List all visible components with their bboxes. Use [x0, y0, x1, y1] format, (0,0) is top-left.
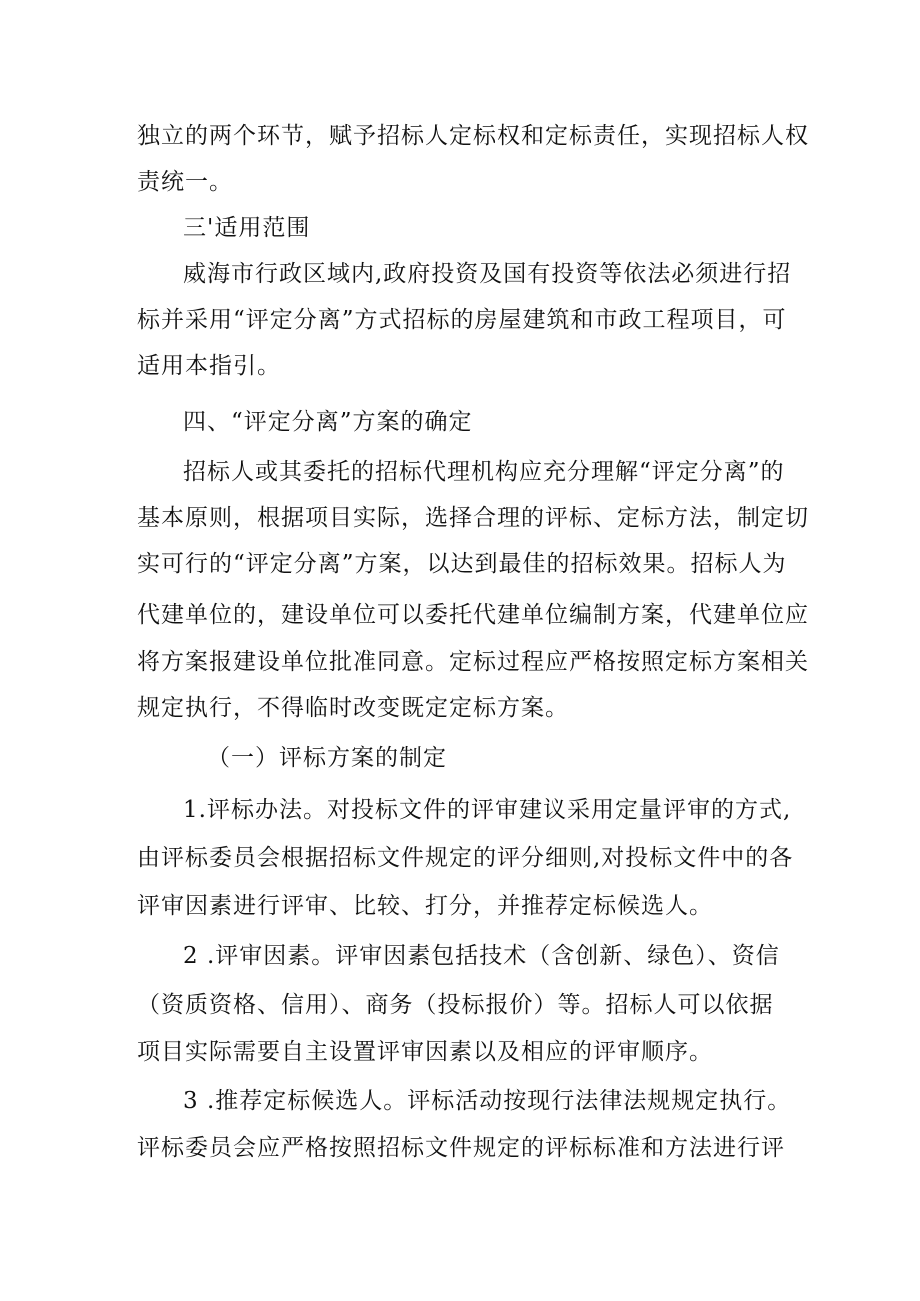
text-line: 规定执行，不得临时改变既定定标方案。 — [137, 695, 569, 721]
text-line: 威海市行政区域内,政府投资及国有投资等依法必须进行招 — [183, 261, 792, 287]
text-line: 招标人或其委托的招标代理机构应充分理解“评定分离”的 — [183, 459, 785, 485]
text-line: 评标委员会应严格按照招标文件规定的评标标准和方法进行评 — [137, 1135, 785, 1161]
text-line: 项目实际需要自主设置评审因素以及相应的评审顺序。 — [137, 1039, 713, 1065]
text-line: 实可行的“评定分离”方案，以达到最佳的招标效果。招标人为 — [137, 551, 787, 577]
text-line: 代建单位的，建设单位可以委托代建单位编制方案，代建单位应 — [137, 602, 809, 628]
text-line: 2 .评审因素。评审因素包括技术（含创新、绿色）、资信 — [183, 943, 780, 969]
text-line: 标并采用“评定分离”方式招标的房屋建筑和市政工程项目，可 — [137, 307, 787, 333]
text-line: 将方案报建设单位批准同意。定标过程应严格按照定标方案相关 — [137, 649, 809, 675]
text-line: 1.评标办法。对投标文件的评审建议采用定量评审的方式, — [183, 797, 792, 823]
text-line: 3 .推荐定标候选人。评标活动按现行法律法规规定执行。 — [183, 1088, 792, 1114]
text-line: 基本原则，根据项目实际，选择合理的评标、定标方法，制定切 — [137, 505, 809, 531]
text-line: 责统一。 — [137, 169, 233, 195]
text-line: 评审因素进行评审、比较、打分，并推荐定标候选人。 — [137, 893, 713, 919]
section-heading: 三'适用范围 — [183, 215, 311, 241]
subsection-heading: （一）评标方案的制定 — [207, 745, 447, 771]
section-heading: 四、“评定分离”方案的确定 — [183, 409, 473, 435]
text-line: （资质资格、信用）、商务（投标报价）等。招标人可以依据 — [137, 992, 774, 1018]
text-line: 由评标委员会根据招标文件规定的评分细则,对投标文件中的各 — [137, 845, 794, 871]
text-line: 适用本指引。 — [137, 353, 281, 379]
text-line: 独立的两个环节，赋予招标人定标权和定标责任，实现招标人权 — [137, 123, 809, 149]
